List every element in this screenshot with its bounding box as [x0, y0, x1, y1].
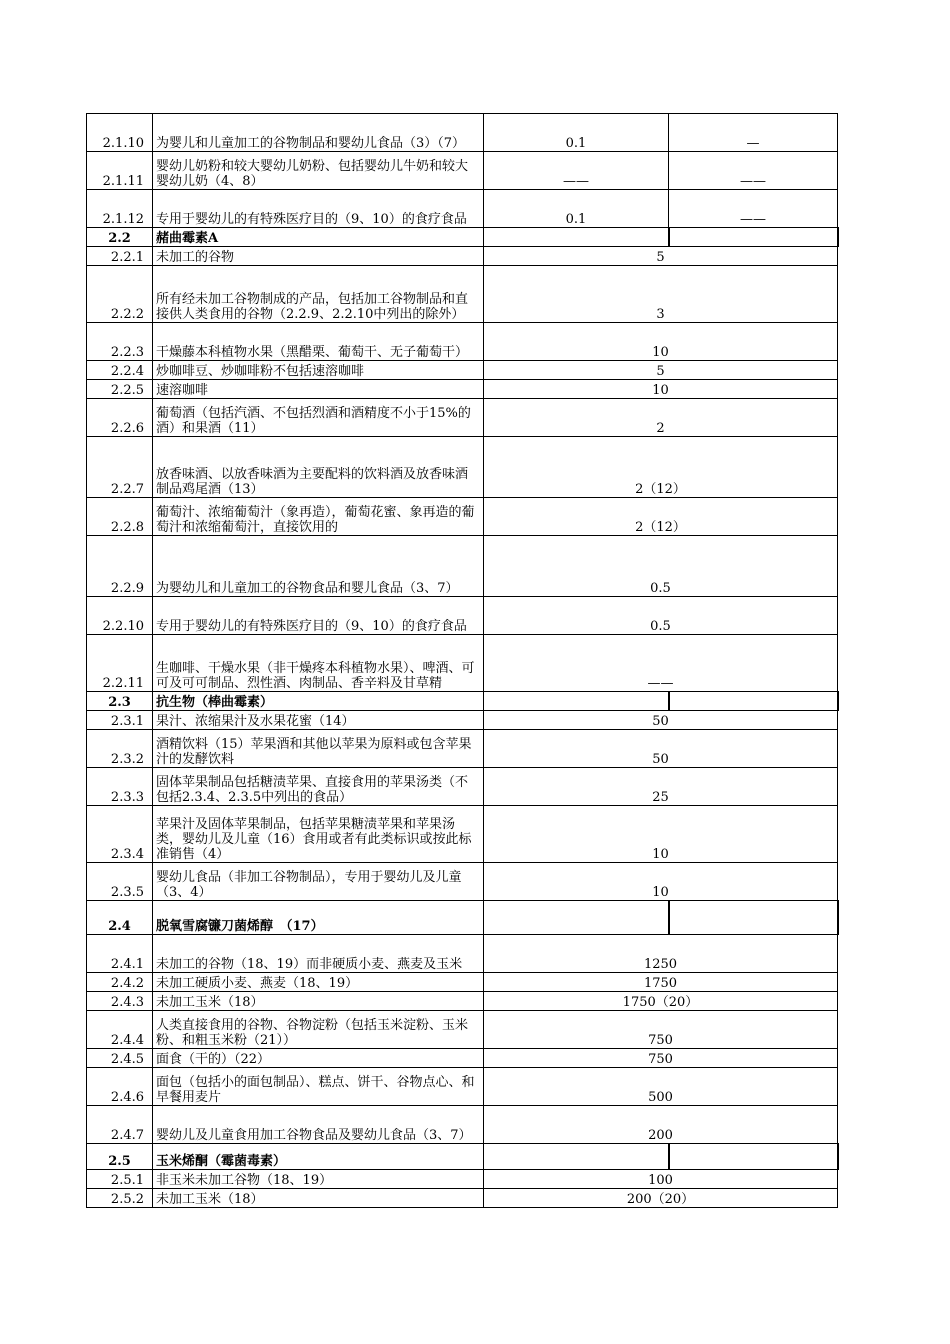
item-number: 2.5.1	[87, 1170, 153, 1189]
item-number: 2.3.3	[87, 768, 153, 806]
item-description: 婴幼儿及儿童食用加工谷物食品及婴幼儿食品（3、7）	[153, 1106, 484, 1144]
table-row	[87, 1189, 838, 1208]
item-number: 2.3.5	[87, 863, 153, 901]
limit-value: 200（20）	[484, 1189, 838, 1208]
table-row	[87, 730, 838, 768]
section-row	[87, 901, 838, 935]
limit-value: 10	[484, 323, 838, 361]
item-description: 速溶咖啡	[153, 380, 484, 399]
section-row	[87, 692, 838, 711]
item-description: 未加工玉米（18）	[153, 1189, 484, 1208]
limit-value: 10	[484, 806, 838, 863]
table-row	[87, 863, 838, 901]
item-description: 为婴幼儿和儿童加工的谷物食品和婴儿食品（3、7）	[153, 536, 484, 597]
limit-cell-a	[484, 692, 669, 711]
item-description: 专用于婴幼儿的有特殊医疗目的（9、10）的食疗食品	[153, 190, 484, 228]
limit-value: 2（12）	[484, 437, 838, 498]
table-row	[87, 597, 838, 635]
item-number: 2.4.2	[87, 973, 153, 992]
section-row	[87, 228, 838, 247]
limit-value: 50	[484, 711, 838, 730]
table-row	[87, 806, 838, 863]
limit-value: 3	[484, 266, 838, 323]
limit-value-a: 0.1	[484, 190, 669, 228]
item-number: 2.2.5	[87, 380, 153, 399]
limit-cell-b	[669, 228, 838, 247]
item-description: 酒精饮料（15）苹果酒和其他以苹果为原料或包含苹果汁的发酵饮料	[153, 730, 484, 768]
limit-value-a: 0.1	[484, 114, 669, 152]
limit-value: 750	[484, 1011, 838, 1049]
table-row	[87, 380, 838, 399]
limit-cell-b	[669, 901, 838, 935]
limit-value: 200	[484, 1106, 838, 1144]
table-body	[87, 114, 838, 1208]
limit-value-b: —	[669, 114, 838, 152]
item-number: 2.2.1	[87, 247, 153, 266]
limit-value: 1750	[484, 973, 838, 992]
item-description: 未加工的谷物	[153, 247, 484, 266]
limit-value: 10	[484, 863, 838, 901]
item-description: 人类直接食用的谷物、谷物淀粉（包括玉米淀粉、玉米粉、和粗玉米粉（21））	[153, 1011, 484, 1049]
item-number: 2.3.2	[87, 730, 153, 768]
item-number: 2.3.4	[87, 806, 153, 863]
table-row	[87, 361, 838, 380]
item-number: 2.2.2	[87, 266, 153, 323]
item-number: 2.2	[87, 228, 153, 247]
table-row	[87, 1170, 838, 1189]
table-row	[87, 152, 838, 190]
limit-value: 2	[484, 399, 838, 437]
table-row	[87, 498, 838, 536]
item-description: 玉米烯酮（霉菌毒素）	[153, 1144, 484, 1170]
table-row	[87, 247, 838, 266]
limit-value: 0.5	[484, 597, 838, 635]
limit-value: 5	[484, 247, 838, 266]
item-number: 2.4.6	[87, 1068, 153, 1106]
limit-value: 1750（20）	[484, 992, 838, 1011]
item-number: 2.2.11	[87, 635, 153, 692]
item-number: 2.4.5	[87, 1049, 153, 1068]
item-number: 2.3.1	[87, 711, 153, 730]
limit-value: 750	[484, 1049, 838, 1068]
item-number: 2.4	[87, 901, 153, 935]
item-description: 赭曲霉素A	[153, 228, 484, 247]
item-description: 抗生物（棒曲霉素）	[153, 692, 484, 711]
limit-value-b: ——	[669, 152, 838, 190]
item-number: 2.2.8	[87, 498, 153, 536]
item-number: 2.4.3	[87, 992, 153, 1011]
table-row	[87, 437, 838, 498]
limit-cell-a	[484, 1144, 669, 1170]
limit-value: 0.5	[484, 536, 838, 597]
limit-cell-b	[669, 1144, 838, 1170]
limit-value-b: ——	[669, 190, 838, 228]
table-row	[87, 768, 838, 806]
item-number: 2.4.1	[87, 935, 153, 973]
limit-value: ——	[484, 635, 838, 692]
table-row	[87, 536, 838, 597]
item-description: 干燥藤本科植物水果（黑醋栗、葡萄干、无子葡萄干）	[153, 323, 484, 361]
item-number: 2.4.7	[87, 1106, 153, 1144]
item-description: 炒咖啡豆、炒咖啡粉不包括速溶咖啡	[153, 361, 484, 380]
item-description: 面食（干的）（22）	[153, 1049, 484, 1068]
item-number: 2.1.12	[87, 190, 153, 228]
item-number: 2.4.4	[87, 1011, 153, 1049]
table-row	[87, 935, 838, 973]
item-number: 2.1.10	[87, 114, 153, 152]
item-description: 婴幼儿食品（非加工谷物制品），专用于婴幼儿及儿童（3、4）	[153, 863, 484, 901]
section-row	[87, 1144, 838, 1170]
table-row	[87, 114, 838, 152]
table-row	[87, 635, 838, 692]
limit-value: 2（12）	[484, 498, 838, 536]
table-row	[87, 323, 838, 361]
limit-cell-a	[484, 901, 669, 935]
limit-value: 500	[484, 1068, 838, 1106]
table-row	[87, 992, 838, 1011]
item-description: 未加工的谷物（18、19）而非硬质小麦、燕麦及玉米	[153, 935, 484, 973]
item-number: 2.2.3	[87, 323, 153, 361]
item-description: 专用于婴幼儿的有特殊医疗目的（9、10）的食疗食品	[153, 597, 484, 635]
item-number: 2.2.4	[87, 361, 153, 380]
item-description: 未加工玉米（18）	[153, 992, 484, 1011]
table-row	[87, 1011, 838, 1049]
item-description: 婴幼儿奶粉和较大婴幼儿奶粉、包括婴幼儿牛奶和较大婴幼儿奶（4、8）	[153, 152, 484, 190]
item-description: 非玉米未加工谷物（18、19）	[153, 1170, 484, 1189]
item-description: 葡萄汁、浓缩葡萄汁（象再造），葡萄花蜜、象再造的葡萄汁和浓缩葡萄汁，直接饮用的	[153, 498, 484, 536]
item-description: 未加工硬质小麦、燕麦（18、19）	[153, 973, 484, 992]
limit-value: 25	[484, 768, 838, 806]
item-number: 2.5	[87, 1144, 153, 1170]
table-row	[87, 1049, 838, 1068]
limit-value: 50	[484, 730, 838, 768]
item-number: 2.2.10	[87, 597, 153, 635]
limit-value: 5	[484, 361, 838, 380]
table-row	[87, 1106, 838, 1144]
item-description: 固体苹果制品包括糖渍苹果、直接食用的苹果汤类（不包括2.3.4、2.3.5中列出的食品）	[153, 768, 484, 806]
item-description: 果汁、浓缩果汁及水果花蜜（14）	[153, 711, 484, 730]
table-row	[87, 1068, 838, 1106]
limit-cell-a	[484, 228, 669, 247]
item-number: 2.2.6	[87, 399, 153, 437]
limit-cell-b	[669, 692, 838, 711]
item-description: 苹果汁及固体苹果制品，包括苹果糖渍苹果和苹果汤类，婴幼儿及儿童（16）食用或者有此类标识或按此标准销售（4）	[153, 806, 484, 863]
item-number: 2.1.11	[87, 152, 153, 190]
regulation-table	[86, 113, 839, 1208]
table-row	[87, 266, 838, 323]
limit-value: 10	[484, 380, 838, 399]
limit-value-a: ——	[484, 152, 669, 190]
item-description: 脱氧雪腐镰刀菌烯醇 （17）	[153, 901, 484, 935]
item-description: 葡萄酒（包括汽酒、不包括烈酒和酒精度不小于15%的酒）和果酒（11）	[153, 399, 484, 437]
table-row	[87, 399, 838, 437]
table-row	[87, 190, 838, 228]
item-number: 2.3	[87, 692, 153, 711]
item-number: 2.2.9	[87, 536, 153, 597]
table-row	[87, 973, 838, 992]
limit-value: 1250	[484, 935, 838, 973]
item-description: 为婴儿和儿童加工的谷物制品和婴幼儿食品（3）（7）	[153, 114, 484, 152]
limit-value: 100	[484, 1170, 838, 1189]
item-description: 所有经未加工谷物制成的产品，包括加工谷物制品和直接供人类食用的谷物（2.2.9、2.2.10中列出的除外）	[153, 266, 484, 323]
item-description: 生咖啡、干燥水果（非干燥疼本科植物水果）、啤酒、可可及可可制品、烈性酒、肉制品、香辛料及甘草精	[153, 635, 484, 692]
item-description: 放香味酒、以放香味酒为主要配料的饮料酒及放香味酒制品鸡尾酒（13）	[153, 437, 484, 498]
table-row	[87, 711, 838, 730]
item-description: 面包（包括小的面包制品）、糕点、饼干、谷物点心、和早餐用麦片	[153, 1068, 484, 1106]
item-number: 2.5.2	[87, 1189, 153, 1208]
item-number: 2.2.7	[87, 437, 153, 498]
